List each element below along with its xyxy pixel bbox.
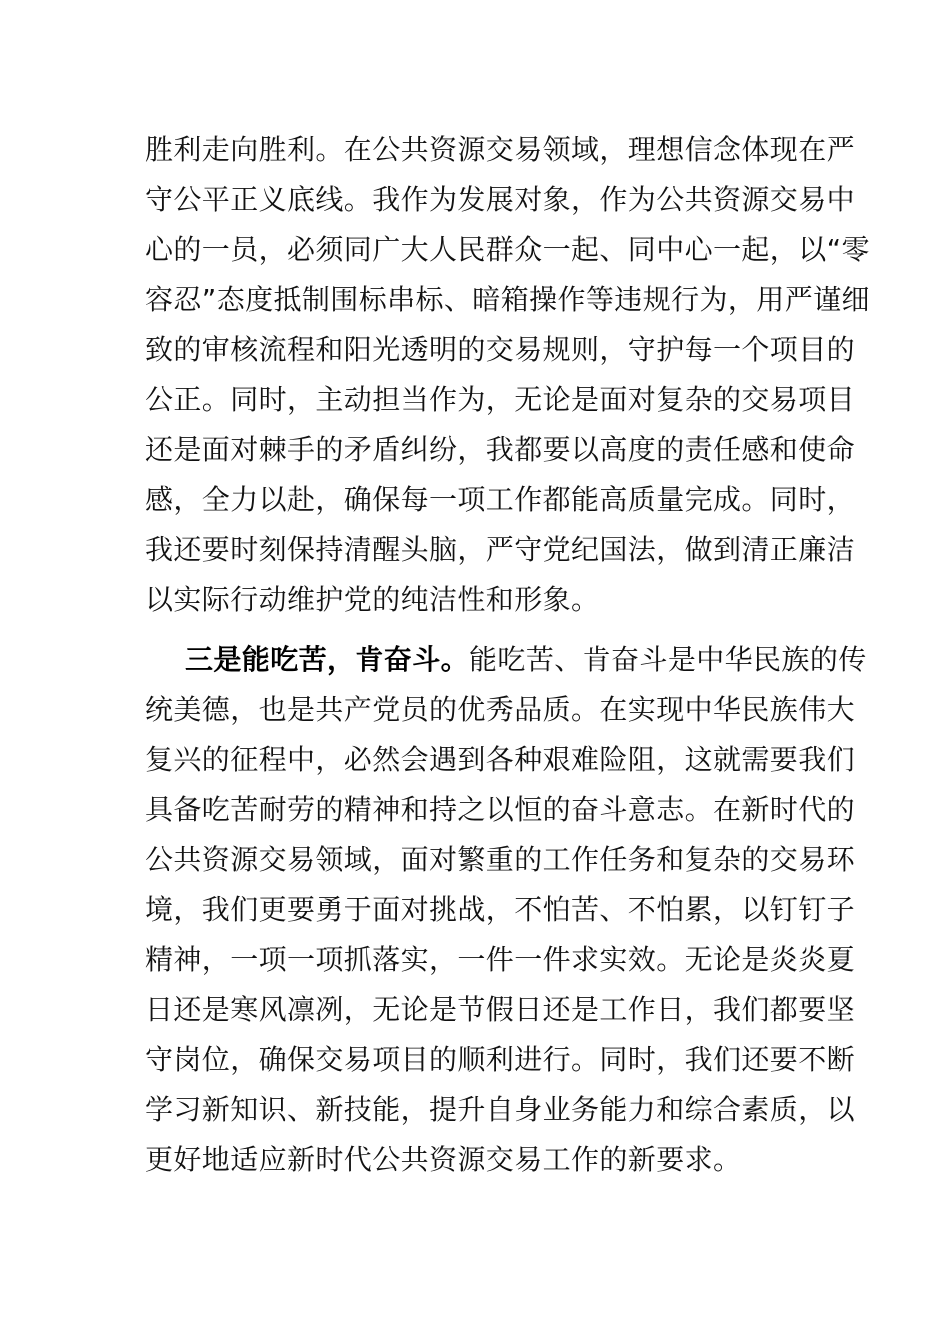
text-line: 致的审核流程和阳光透明的交易规则，守护每一个项目的 <box>145 333 856 366</box>
text-line: 以实际行动维护党的纯洁性和形象。 <box>145 583 600 616</box>
text-line: 公正。同时，主动担当作为，无论是面对复杂的交易项目 <box>145 383 856 416</box>
text-line: 统美德，也是共产党员的优秀品质。在实现中华民族伟大 <box>145 693 856 726</box>
text-line: 精神，一项一项抓落实，一件一件求实效。无论是炎炎夏 <box>145 943 856 976</box>
text-run: 能吃苦、肯奋斗是中华民族的传 <box>469 643 867 676</box>
text-line: 学习新知识、新技能，提升自身业务能力和综合素质，以 <box>145 1093 856 1126</box>
text-line: 感，全力以赴，确保每一项工作都能高质量完成。同时， <box>145 483 856 516</box>
text-line: 守岗位，确保交易项目的顺利进行。同时，我们还要不断 <box>145 1043 856 1076</box>
text-line: 我还要时刻保持清醒头脑，严守党纪国法，做到清正廉洁 <box>145 533 856 566</box>
text-line <box>185 640 867 680</box>
section-heading: 三是能吃苦，肯奋斗。 <box>185 643 470 676</box>
text-line: 日还是寒风凛冽，无论是节假日还是工作日，我们都要坚 <box>145 993 856 1026</box>
text-line: 胜利走向胜利。在公共资源交易领域，理想信念体现在严 <box>145 133 856 166</box>
text-line: 复兴的征程中，必然会遇到各种艰难险阻，这就需要我们 <box>145 743 856 776</box>
text-line: 公共资源交易领域，面对繁重的工作任务和复杂的交易环 <box>145 843 856 876</box>
text-line: 具备吃苦耐劳的精神和持之以恒的奋斗意志。在新时代的 <box>145 793 856 826</box>
text-line: 容忍”态度抵制围标串标、暗箱操作等违规行为，用严谨细 <box>145 283 870 316</box>
text-line: 守公平正义底线。我作为发展对象，作为公共资源交易中 <box>145 183 856 216</box>
text-line: 还是面对棘手的矛盾纠纷，我都要以高度的责任感和使命 <box>145 433 856 466</box>
text-line: 更好地适应新时代公共资源交易工作的新要求。 <box>145 1143 742 1176</box>
text-line: 心的一员，必须同广大人民群众一起、同中心一起，以“零 <box>145 233 870 266</box>
text-line: 境，我们更要勇于面对挑战，不怕苦、不怕累，以钉钉子 <box>145 893 856 926</box>
